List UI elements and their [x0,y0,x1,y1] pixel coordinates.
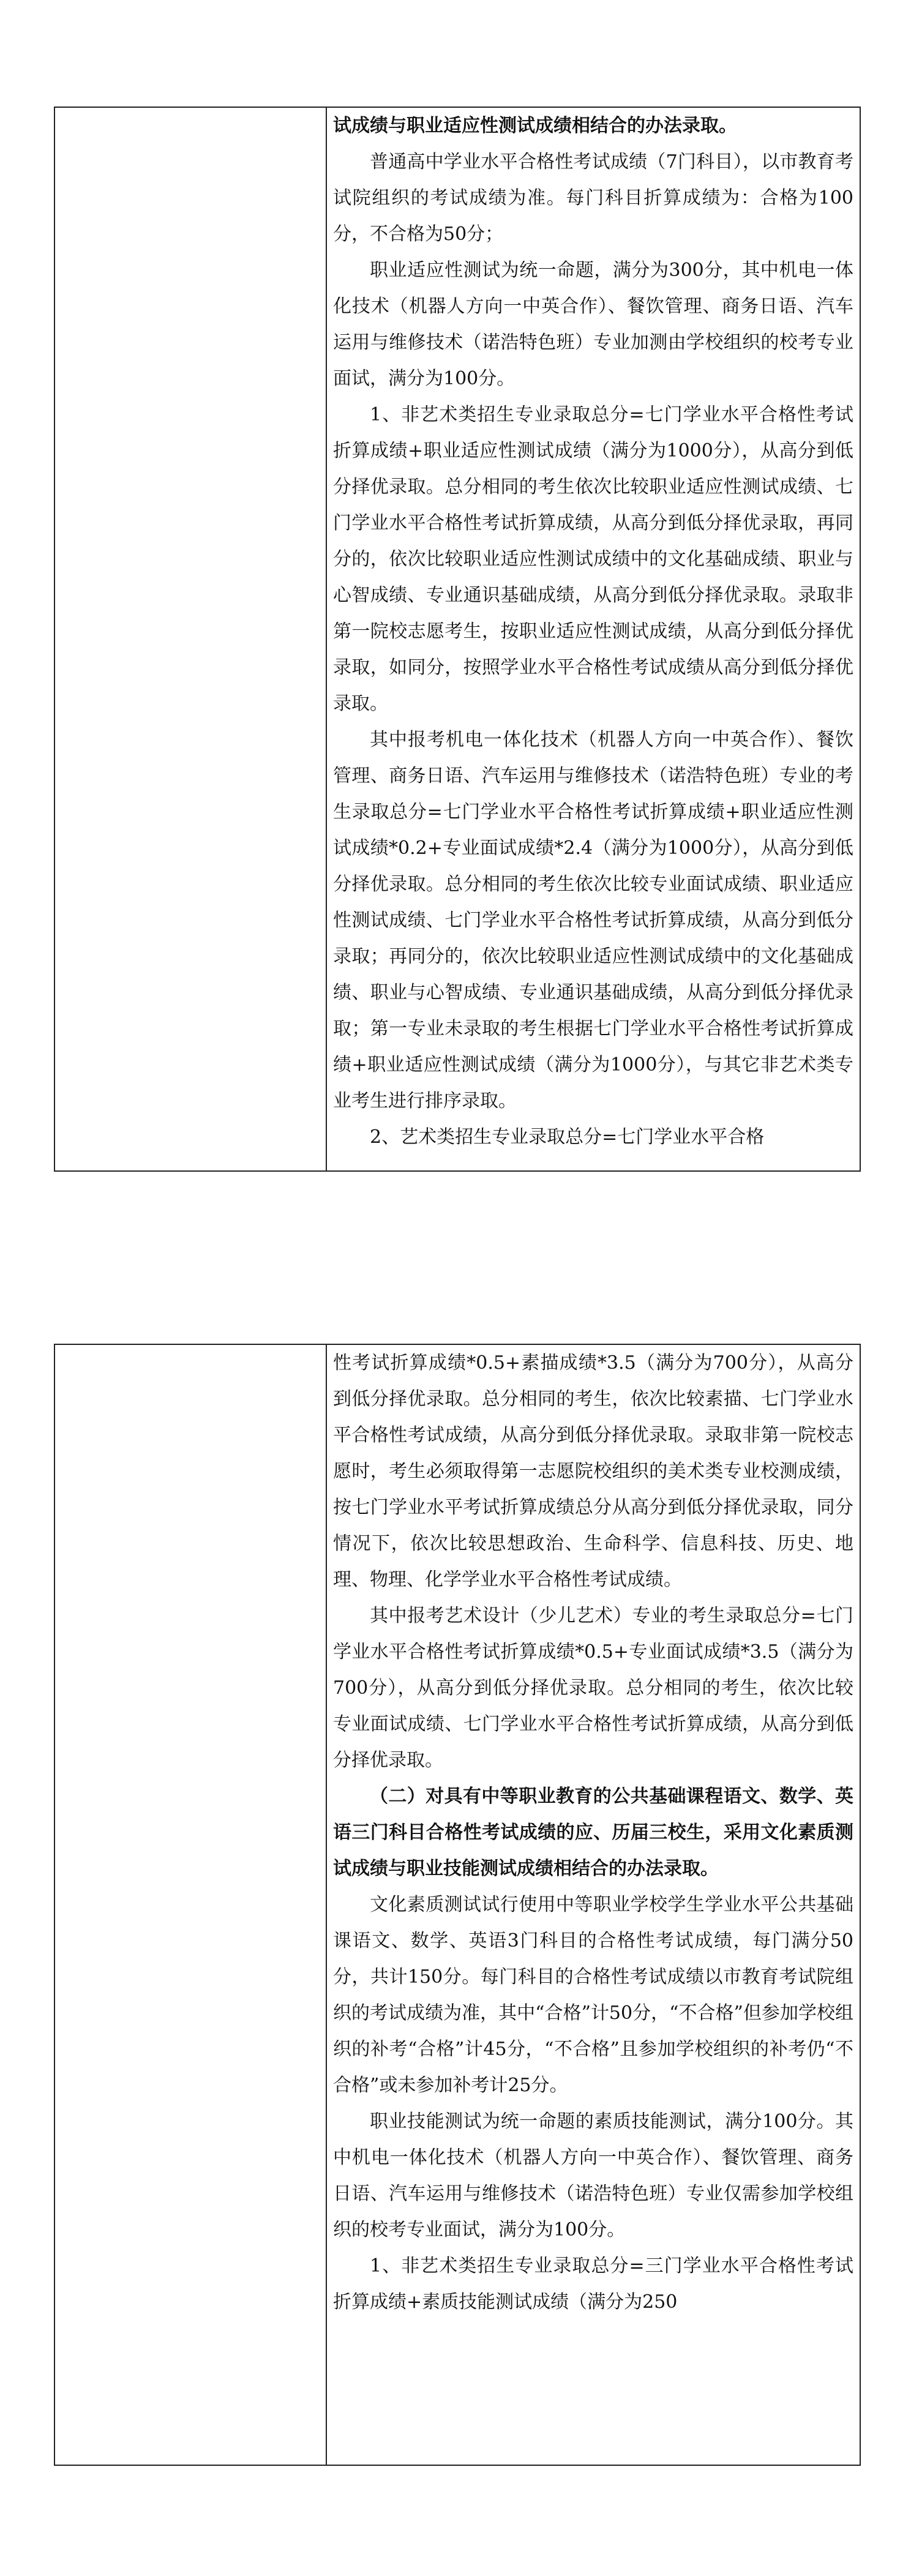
paragraph-art-admission-start: 2、艺术类招生专业录取总分=七门学业水平合格 [370,1126,765,1148]
paragraph-non-art-admission: 1、非艺术类招生专业录取总分=七门学业水平合格性考试折算成绩+职业适应性测试成绩（满分为1000分），从高分到低分择优录取。总分相同的考生依次比较职业适应性测试成绩、七门学业水平合格性考试折算成绩，从高分到低分择优录取，再同分的，依次比较职业适应性测试成绩中的文化基础成绩、职业与心智成绩、专业通识基础成绩，从高分到低分择优录取。录取非第一院校志愿考生，按职业适应性测试成绩，从高分到低分择优录取，如同分，按照学业水平合格性考试成绩从高分到低分择优录取。 [333,404,853,714]
table-left-cell-empty [55,108,327,1170]
paragraph-art-admission-continued: 性考试折算成绩*0.5+素描成绩*3.5（满分为700分），从高分到低分择优录取。总分相同的考生，依次比较素描、七门学业水平合格性考试成绩，从高分到低分择优录取。录取非第一院校志愿时，考生必须取得第一志愿院校组织的美术类专业校测成绩，按七门学业水平考试折算成绩总分从高分到低分择优录取，同分情况下，依次比较思想政治、生命科学、信息科技、历史、地理、物理、化学学业水平合格性考试成绩。 [333,1352,853,1590]
paragraph-aptitude-test: 职业适应性测试为统一命题，满分为300分，其中机电一体化技术（机器人方向一中英合作）、餐饮管理、商务日语、汽车运用与维修技术（诺浩特色班）专业加测由学校组织的校考专业面试，满分为100分。 [333,260,853,389]
admission-table-page-1 [54,107,861,1172]
table-right-cell [327,1345,860,2465]
paragraph-cultural-quality-test: 文化素质测试试行使用中等职业学校学生学业水平公共基础课语文、数学、英语3门科目的合格性考试成绩，每门满分50分，共计150分。每门科目的合格性考试成绩以市教育考试院组织的考试成绩为准，其中“合格”计50分，“不合格”但参加学校组织的补考“合格”计45分，“不合格”且参加学校组织的补考仍“不合格”或未参加补考计25分。 [333,1894,853,2096]
admission-table-page-2 [54,1344,861,2466]
paragraph-high-school-scores: 普通高中学业水平合格性考试成绩（7门科目），以市教育考试院组织的考试成绩为准。每门科目折算成绩为：合格为100分，不合格为50分； [333,151,853,245]
paragraph-non-art-admission-vocational: 1、非艺术类招生专业录取总分=三门学业水平合格性考试折算成绩+素质技能测试成绩（满分为250 [333,2255,853,2313]
paragraph-special-majors: 其中报考机电一体化技术（机器人方向一中英合作）、餐饮管理、商务日语、汽车运用与维修技术（诺浩特色班）专业的考生录取总分=七门学业水平合格性考试折算成绩+职业适应性测试成绩*0.2+专业面试成绩*2.4（满分为1000分），从高分到低分择优录取。总分相同的考生依次比较专业面试成绩、职业适应性测试成绩、七门学业水平合格性考试折算成绩，从高分到低分录取；再同分的，依次比较职业适应性测试成绩中的文化基础成绩、职业与心智成绩、专业通识基础成绩，从高分到低分择优录取；第一专业未录取的考生根据七门学业水平合格性考试折算成绩+职业适应性测试成绩（满分为1000分），与其它非艺术类专业考生进行排序录取。 [333,729,853,1112]
section-heading-vocational-students: （二）对具有中等职业教育的公共基础课程语文、数学、英语三门科目合格性考试成绩的应、历届三校生，采用文化素质测试成绩与职业技能测试成绩相结合的办法录取。 [333,1786,853,1879]
paragraph-heading-continuation: 试成绩与职业适应性测试成绩相结合的办法录取。 [333,115,737,137]
table-right-cell [327,108,860,1170]
paragraph-vocational-skill-test: 职业技能测试为统一命题的素质技能测试，满分100分。其中机电一体化技术（机器人方向一中英合作）、餐饮管理、商务日语、汽车运用与维修技术（诺浩特色班）专业仅需参加学校组织的校考专业面试，满分为100分。 [333,2111,853,2241]
paragraph-art-design-major: 其中报考艺术设计（少儿艺术）专业的考生录取总分=七门学业水平合格性考试折算成绩*0.5+专业面试成绩*3.5（满分为700分），从高分到低分择优录取。总分相同的考生，依次比较专业面试成绩、七门学业水平合格性考试折算成绩，从高分到低分择优录取。 [333,1605,853,1771]
table-left-cell-empty [55,1345,327,2465]
